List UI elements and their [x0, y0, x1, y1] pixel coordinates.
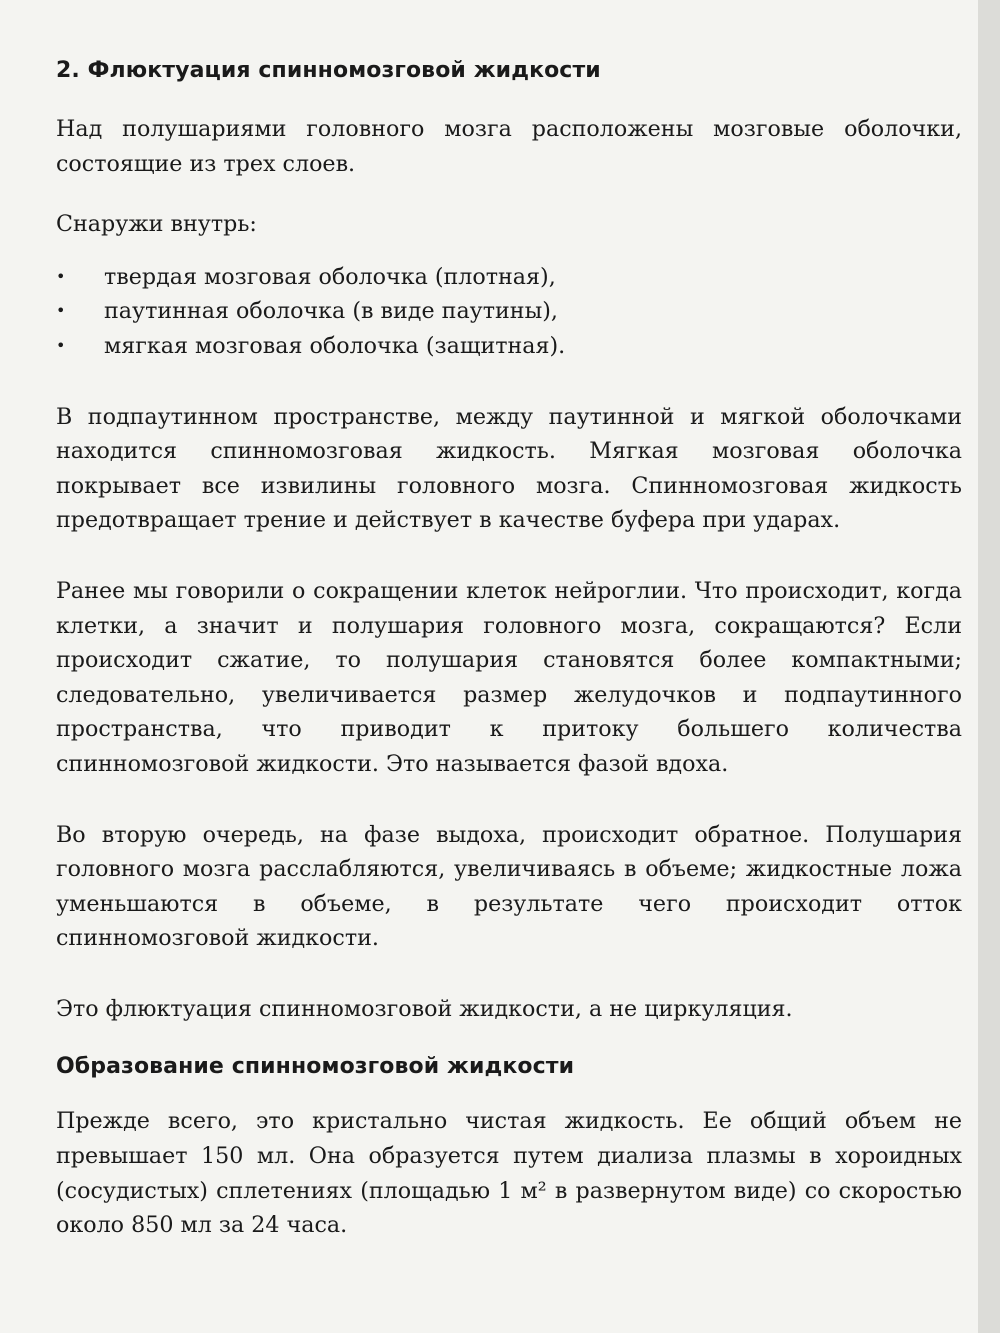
list-item	[56, 329, 962, 364]
body-paragraph: Прежде всего, это кристально чистая жидкость. Ее общий объем не превышает 150 мл. Она образуется путем диализа плазмы в хороидных (сосудистых) сплетениях (площадью 1 м² в развернутом виде) со скоростью около 850 мл за 24 часа.	[56, 1108, 962, 1239]
bullet-icon: •	[56, 335, 66, 355]
list-item-text: твердая мозговая оболочка (плотная),	[104, 263, 556, 290]
body-paragraph: В подпаутинном пространстве, между паутинной и мягкой оболочками находится спинномозговая жидкость. Мягкая мозговая оболочка покрывает все извилины головного мозга. Спинномозговая жидкость предотвращает трение и действует в качестве буфера при ударах.	[56, 403, 962, 534]
meninges-list	[56, 260, 962, 364]
list-item	[56, 260, 962, 295]
body-paragraph: Ранее мы говорили о сокращении клеток нейроглии. Что происходит, когда клетки, а значит и полушария головного мозга, сокращаются? Если происходит сжатие, то полушария становятся более компактными; следовательно, увеличивается размер желудочков и подпаутинного пространства, что приводит к притоку большего количества спинномозговой жидкости. Это называется фазой вдоха.	[56, 577, 962, 777]
list-item-text: паутинная оболочка (в виде паутины),	[104, 298, 558, 325]
intro-paragraph: Над полушариями головного мозга расположены мозговые оболочки, состоящие из трех слоев.	[56, 116, 962, 177]
list-item-text: мягкая мозговая оболочка (защитная).	[104, 332, 566, 359]
page-content	[56, 56, 962, 1243]
list-item	[56, 294, 962, 329]
list-lead: Снаружи внутрь:	[56, 211, 257, 238]
bullet-icon: •	[56, 301, 66, 321]
page-edge	[978, 0, 1000, 1333]
body-paragraph: Это флюктуация спинномозговой жидкости, а не циркуляция.	[56, 995, 793, 1022]
body-paragraph: Во вторую очередь, на фазе выдоха, происходит обратное. Полушария головного мозга расслабляются, увеличиваясь в объеме; жидкостные ложа уменьшаются в объеме, в результате чего происходит отток спинномозговой жидкости.	[56, 821, 962, 952]
section-heading-fluctuation: 2. Флюктуация спинномозговой жидкости	[56, 58, 601, 83]
bullet-icon: •	[56, 266, 66, 286]
section-heading-formation: Образование спинномозговой жидкости	[56, 1054, 575, 1080]
